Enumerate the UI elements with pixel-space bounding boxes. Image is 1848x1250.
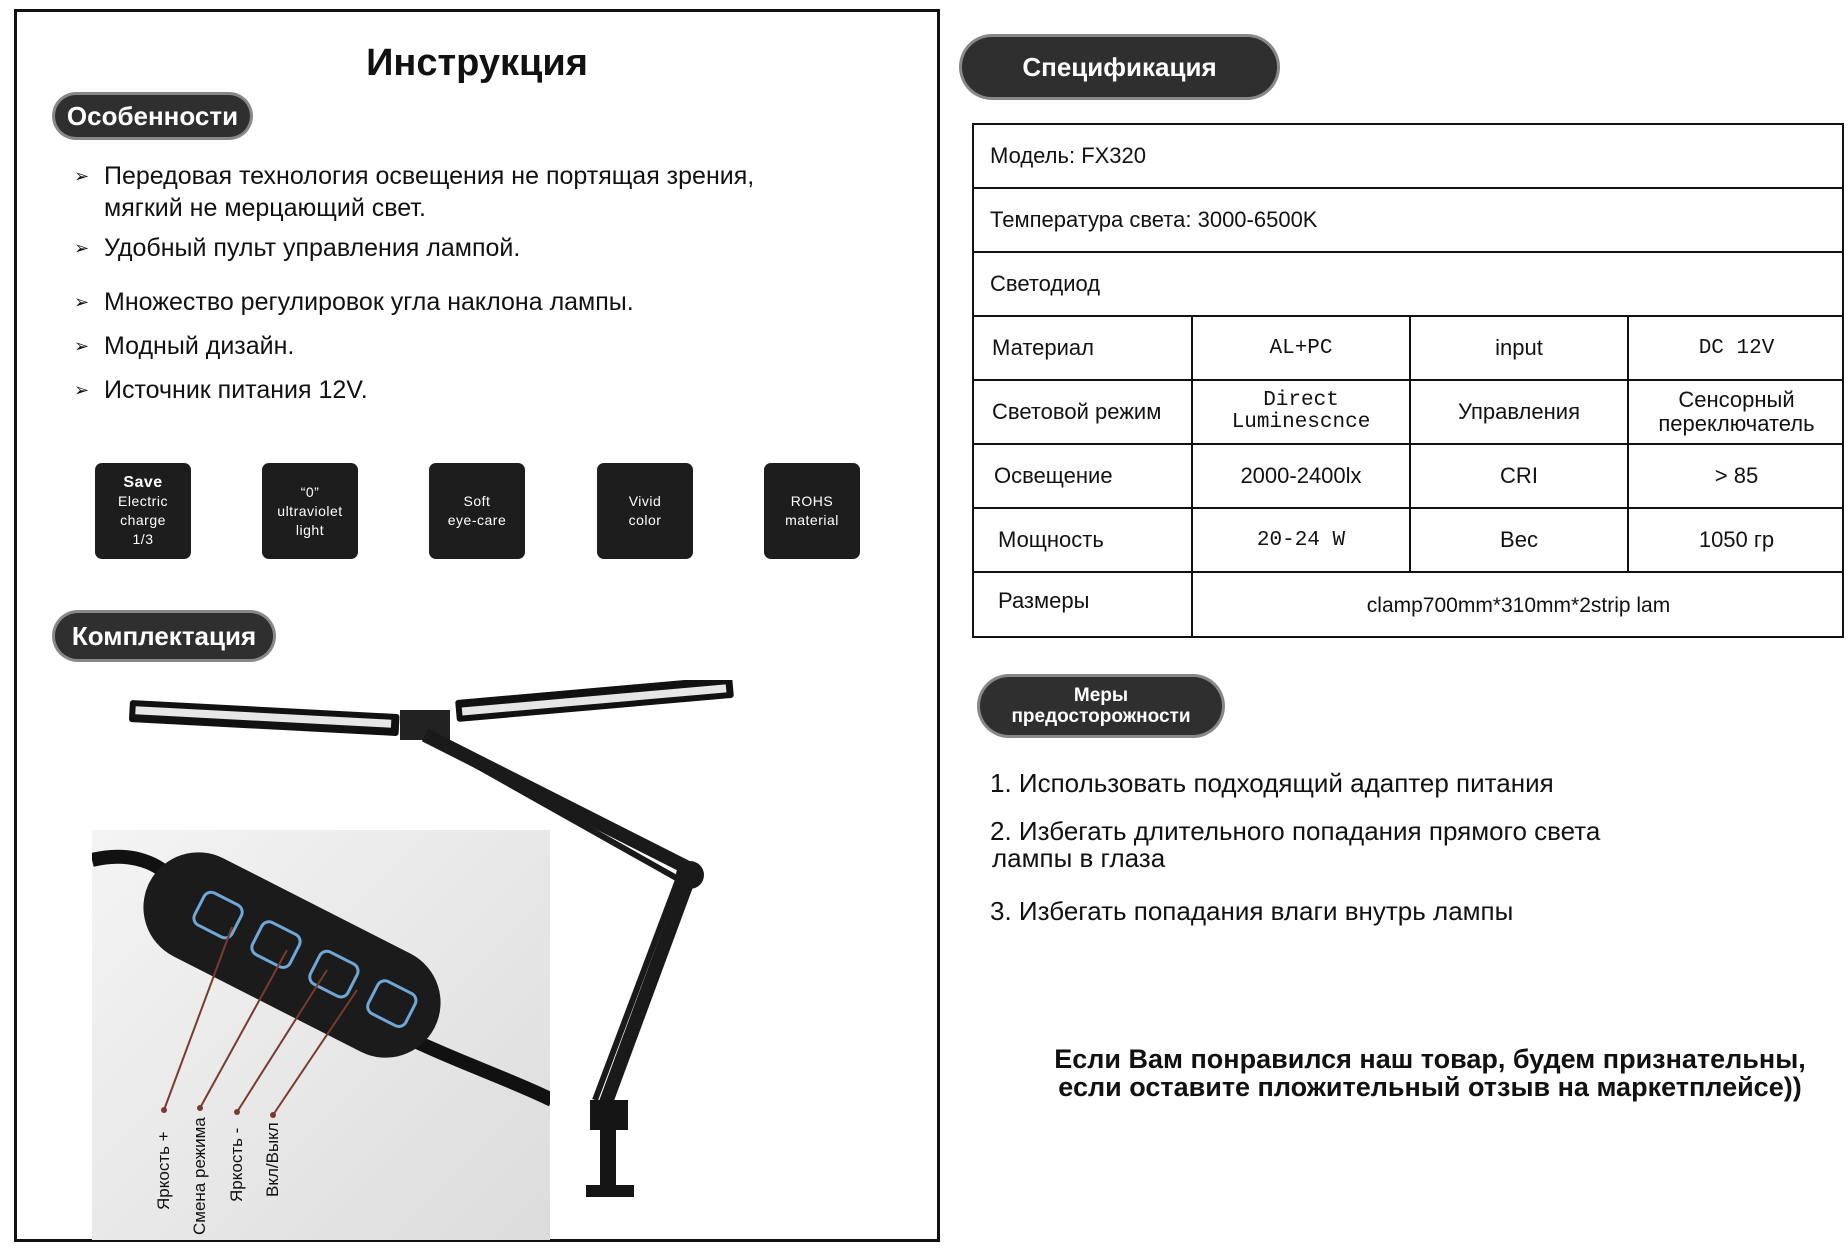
list-item: ➢ Модный дизайн. xyxy=(74,332,295,360)
list-item: 2. Избегать длительного попадания прямого света xyxy=(990,816,1601,846)
kit-heading: Комплектация xyxy=(55,613,273,659)
pointer-dot xyxy=(197,1105,203,1111)
spec-color-temp: Температура света: 3000-6500K xyxy=(990,207,1318,232)
lamp-clamp-body xyxy=(600,1130,616,1185)
list-item: 1. Использовать подходящий адаптер питания xyxy=(990,768,1554,798)
spec-label-light-mode: Световой режим xyxy=(992,399,1162,424)
remote-label-brightness-down: Яркость - xyxy=(227,1127,246,1202)
spec-value-weight: 1050 гр xyxy=(1698,527,1775,552)
spec-label-size: Размеры xyxy=(998,587,1090,613)
spec-value-input: DC 12V xyxy=(1698,336,1775,360)
badge-vivid-color: Vivid color xyxy=(597,463,693,559)
spec-label-power: Мощность xyxy=(998,527,1104,552)
page-title: Инструкция xyxy=(366,42,588,84)
spec-value-power: 20-24 W xyxy=(1256,528,1346,552)
lamp-clamp-top xyxy=(590,1100,628,1130)
features-heading: Особенности xyxy=(55,95,250,137)
remote-label-brightness-up: Яркость + xyxy=(154,1131,173,1210)
lamp-lower-arm-rod xyxy=(595,880,678,1100)
precautions-heading: Меры предосторожности xyxy=(980,677,1222,735)
pointer-dot xyxy=(270,1112,276,1118)
arrow-bullet-icon: ➢ xyxy=(74,336,90,356)
badge-eye-care: Soft eye-care xyxy=(429,463,525,559)
remote-photo xyxy=(92,830,550,1240)
remote-label-power: Вкл/Выкл xyxy=(263,1122,282,1197)
arrow-bullet-icon: ➢ xyxy=(74,380,90,400)
list-item: 3. Избегать попадания влаги внутрь лампы xyxy=(990,896,1514,926)
pointer-dot xyxy=(234,1109,240,1115)
pointer-dot xyxy=(161,1107,167,1113)
spec-value-size: clamp700mm*310mm*2strip lam xyxy=(1366,593,1671,617)
badge-save-energy: Save Electric charge 1/3 xyxy=(95,463,191,559)
lamp-lower-arm xyxy=(605,875,690,1105)
spec-value-illuminance: 2000-2400lx xyxy=(1240,463,1362,488)
spec-label-input: input xyxy=(1495,335,1543,360)
remote-label-mode: Смена режима xyxy=(190,1117,209,1235)
thank-you-note: Если Вам понравился наш товар, будем признательны, если оставите пложительный отзыв на маркетплейсе)) xyxy=(1054,1044,1806,1102)
spec-label-control: Управления xyxy=(1458,399,1580,424)
spec-value-cri: > 85 xyxy=(1714,463,1759,488)
spec-led: Светодиод xyxy=(990,271,1101,296)
spec-value-material: AL+PC xyxy=(1269,336,1333,360)
spec-label-illuminance: Освещение xyxy=(994,463,1113,488)
arrow-bullet-icon: ➢ xyxy=(74,166,90,186)
arrow-bullet-icon: ➢ xyxy=(74,238,90,258)
list-item: лампы в глаза xyxy=(992,843,1166,873)
list-item: ➢ Удобный пульт управления лампой. xyxy=(74,234,521,262)
badge-no-uv: “0” ultraviolet light xyxy=(262,463,358,559)
spec-table xyxy=(972,123,1844,638)
arrow-bullet-icon: ➢ xyxy=(74,292,90,312)
spec-value-light-mode: Direct Luminescnce xyxy=(1231,389,1371,434)
spec-model: Модель: FX320 xyxy=(990,143,1147,168)
features-list xyxy=(74,160,834,406)
list-item: ➢ Источник питания 12V. xyxy=(74,376,368,404)
spec-label-weight: Вес xyxy=(1500,527,1538,552)
spec-heading: Спецификация xyxy=(962,37,1277,97)
remote-body xyxy=(124,833,459,1076)
spec-label-cri: CRI xyxy=(1500,463,1538,488)
spec-label-material: Материал xyxy=(992,335,1094,360)
feature-badges xyxy=(80,463,860,559)
remote-shell xyxy=(124,833,459,1076)
badge-rohs: ROHS material xyxy=(764,463,860,559)
list-item: ➢ Передовая технология освещения не портящая зрения, мягкий не мерцающий свет. xyxy=(74,162,755,222)
spec-value-control: Сенсорный переключатель xyxy=(1658,387,1815,436)
lamp-clamp-base xyxy=(586,1185,634,1197)
list-item: ➢ Множество регулировок угла наклона лампы. xyxy=(74,288,634,316)
